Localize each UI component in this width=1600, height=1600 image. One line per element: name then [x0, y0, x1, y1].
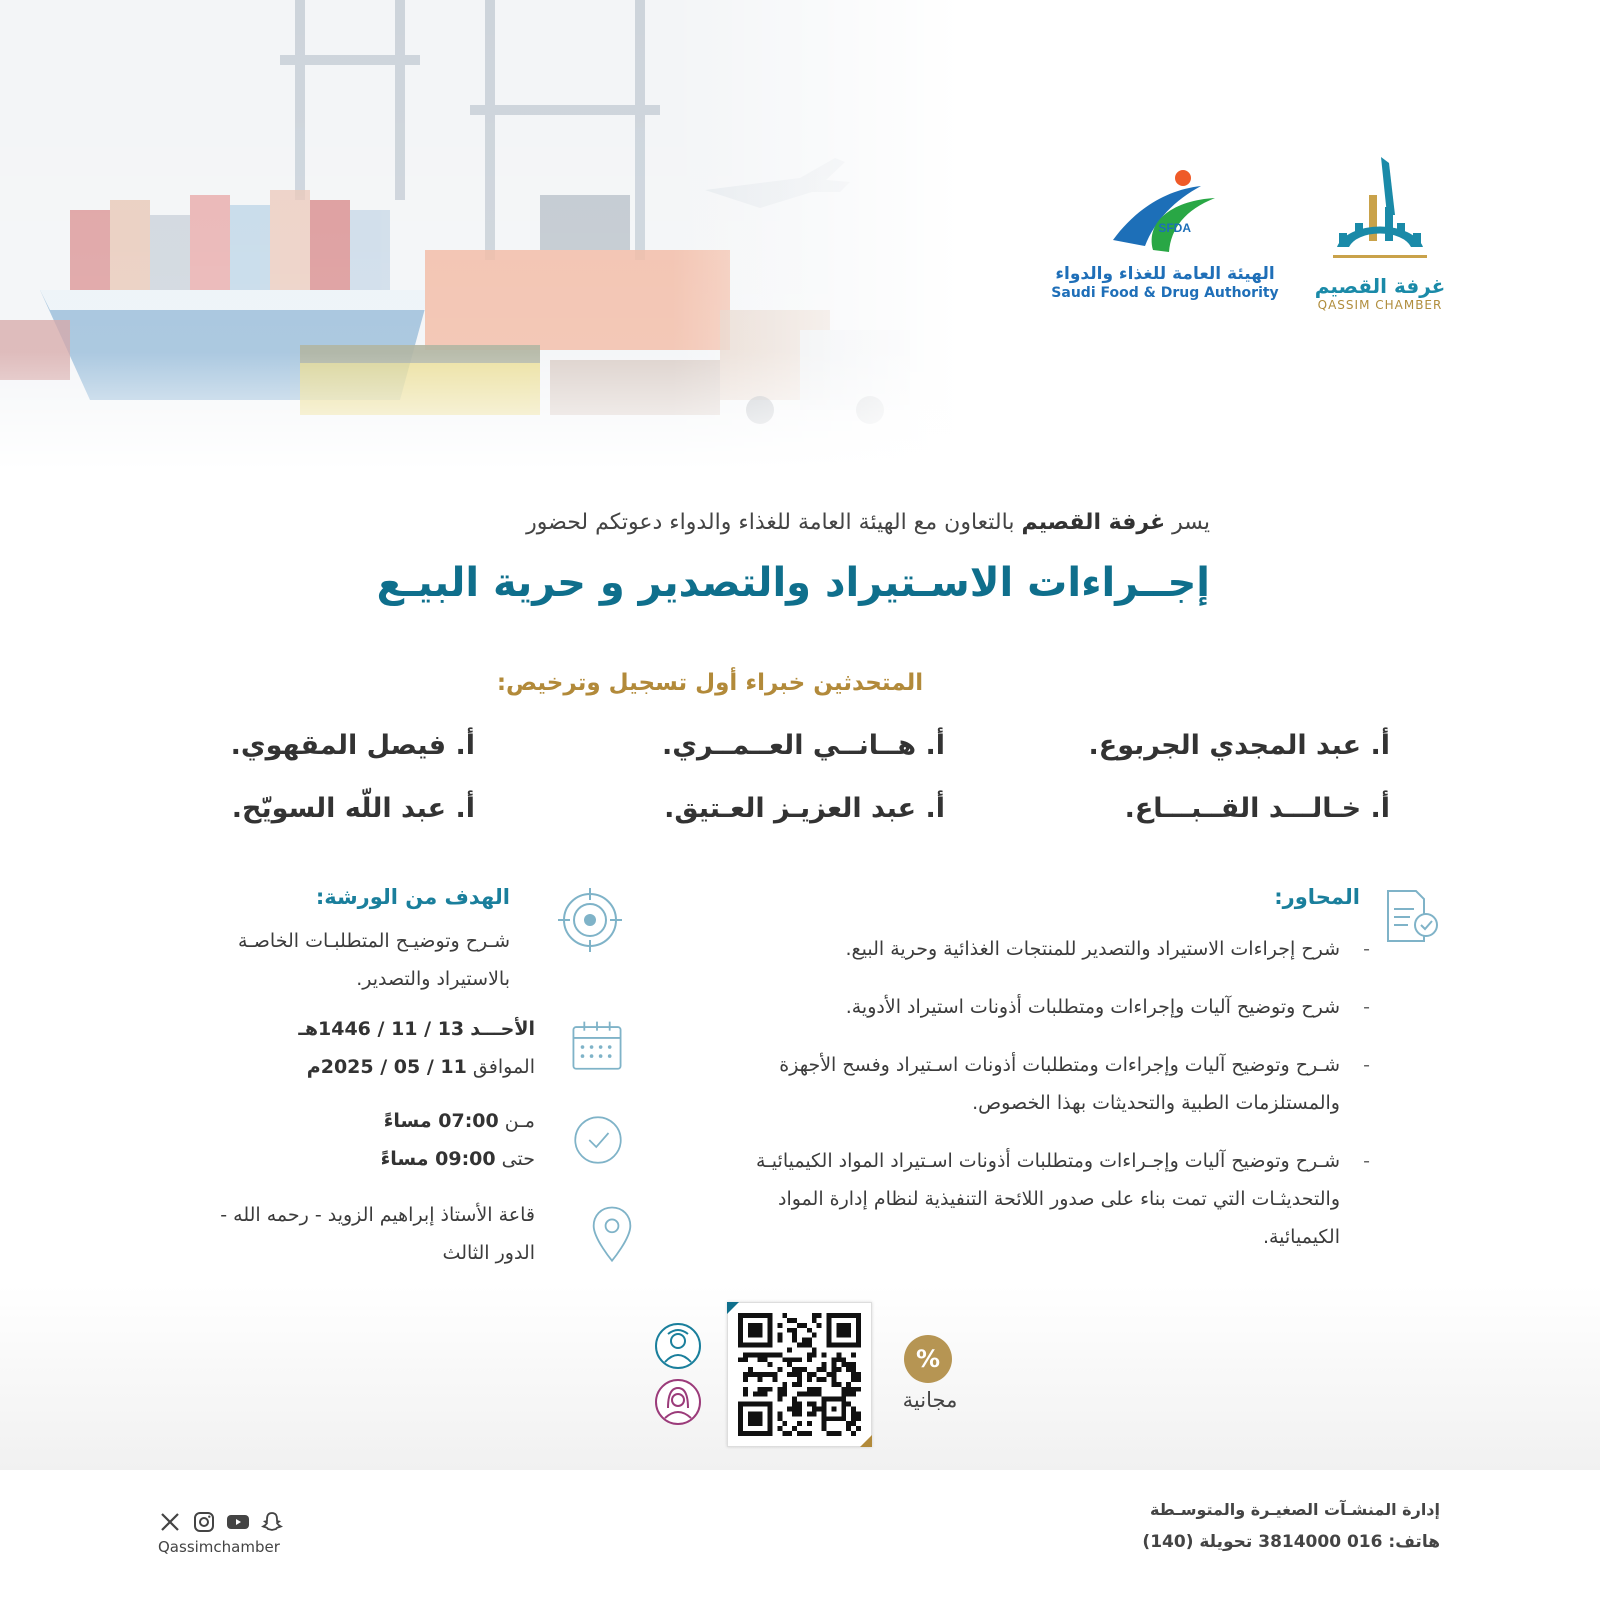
sfda-mark-icon — [1105, 160, 1225, 260]
sfda-logo — [1050, 160, 1280, 320]
date-day-label: الأحـــد — [470, 1018, 535, 1040]
time-to-value: 09:00 مساءً — [380, 1148, 496, 1170]
goal-text: شـرح وتوضيـح المتطلبـات الخاصـة بالاستيراد والتصدير. — [238, 930, 510, 990]
social-handle: Qassimchamber — [158, 1538, 280, 1556]
date-hijri-value: 13 / 11 / 1446هـ — [298, 1018, 465, 1040]
intro-prefix: يسر — [1172, 510, 1210, 535]
list-item: - شرح وتوضيح آليات وإجراءات ومتطلبات أذونات استيراد الأدوية. — [740, 988, 1370, 1026]
axes-list — [740, 930, 1370, 1276]
x-icon[interactable] — [158, 1510, 182, 1534]
time-from-label: مـن — [504, 1110, 535, 1132]
intro-organization: غرفة القصيم — [1021, 510, 1166, 535]
speaker-name: أ. عبد العزيـز العـتيق. — [664, 793, 945, 824]
man-icon — [654, 1322, 702, 1370]
list-item: - شـرح وتوضيح آليات وإجـراءات ومتطلبات أذونات اسـتيراد المواد الكيميائيـة والتحديثـات التي تمت بناء على صدور اللائحة التنفيذية لنظام إدارة المواد الكيميائية. — [740, 1142, 1370, 1256]
sfda-mark-text: SFDA — [1158, 221, 1191, 235]
phone-label: هاتف: — [1388, 1532, 1440, 1552]
calendar-icon — [562, 1018, 626, 1082]
list-item: - شرح إجراءات الاستيراد والتصدير للمنتجات الغذائية وحرية البيع. — [740, 930, 1370, 968]
qassim-chamber-logo — [1310, 155, 1450, 325]
location-line-2: الدور الثالث — [442, 1242, 535, 1264]
time-from — [160, 1102, 535, 1140]
intro-suffix: بالتعاون مع الهيئة العامة للغذاء والدواء دعوتكم لحضور — [526, 510, 1015, 535]
qassim-name-english: QASSIM CHAMBER — [1317, 298, 1443, 312]
invitation-intro — [340, 510, 1210, 535]
qassim-tower-gear-icon — [1325, 155, 1435, 275]
sfda-name-arabic: الهيئة العامة للغذاء والدواء — [1055, 264, 1275, 284]
axes-title: المحاور: — [1274, 885, 1360, 909]
free-badge: % — [904, 1335, 952, 1383]
goal-title: الهدف من الورشة: — [315, 885, 510, 909]
speakers-heading: المتحدثين خبراء أول تسجيل وترخيص: — [496, 670, 924, 696]
speaker-name: أ. هــانــي العــمــري. — [662, 730, 945, 761]
phone-number[interactable]: 016 3814000 تحويلة (140) — [1142, 1532, 1383, 1552]
date-gregorian-value: 11 / 05 / 2025م — [306, 1056, 467, 1078]
footer-phone — [1040, 1532, 1440, 1552]
location-pin-icon — [570, 1205, 634, 1269]
date-greg-label: الموافق — [472, 1056, 535, 1078]
list-item: - شـرح وتوضيح آليات وإجراءات ومتطلبات أذونات اسـتيراد وفسح الأجهزة والمستلزمات الطبية والتحديثات بهذا الخصوص. — [740, 1046, 1370, 1122]
speaker-name: أ. عبد المجدي الجربوع. — [1088, 730, 1390, 761]
time-from-value: 07:00 مساءً — [383, 1110, 499, 1132]
speaker-name: أ. فيصل المقهوي. — [230, 730, 475, 761]
free-label: مجانية — [902, 1388, 958, 1412]
date-hijri — [160, 1010, 535, 1048]
snapchat-icon[interactable] — [260, 1510, 284, 1534]
social-links — [158, 1508, 288, 1536]
speaker-name: أ. عبد اللّه السويّح. — [231, 793, 475, 824]
clock-icon — [562, 1112, 626, 1176]
footer-department: إدارة المنشـآت الصغيـرة والمتوسـطة — [1149, 1500, 1440, 1519]
sfda-name-english: Saudi Food & Drug Authority — [1051, 285, 1279, 301]
location-line-1: قاعة الأستاذ إبراهيم الزويد - رحمه الله - — [220, 1204, 535, 1226]
qr-corner-accent — [860, 1435, 872, 1447]
woman-icon — [654, 1378, 702, 1426]
time-to-label: حتى — [501, 1148, 535, 1170]
speaker-name: أ. خـالـــد القــبـــاع. — [1124, 793, 1390, 824]
target-icon — [558, 888, 622, 952]
instagram-icon[interactable] — [192, 1510, 216, 1534]
qr-pattern — [738, 1313, 861, 1436]
workshop-title: إجــراءات الاسـتيراد والتصدير و حرية البيـع — [376, 560, 1210, 606]
date-gregorian — [160, 1048, 535, 1086]
time-to — [160, 1140, 535, 1178]
hero-illustration — [0, 0, 960, 470]
document-check-icon — [1380, 885, 1442, 947]
youtube-icon[interactable] — [226, 1510, 250, 1534]
registration-qr-code[interactable] — [727, 1302, 872, 1447]
qassim-name-arabic: غرفة القصيم — [1314, 274, 1446, 298]
qr-corner-accent — [727, 1302, 739, 1314]
